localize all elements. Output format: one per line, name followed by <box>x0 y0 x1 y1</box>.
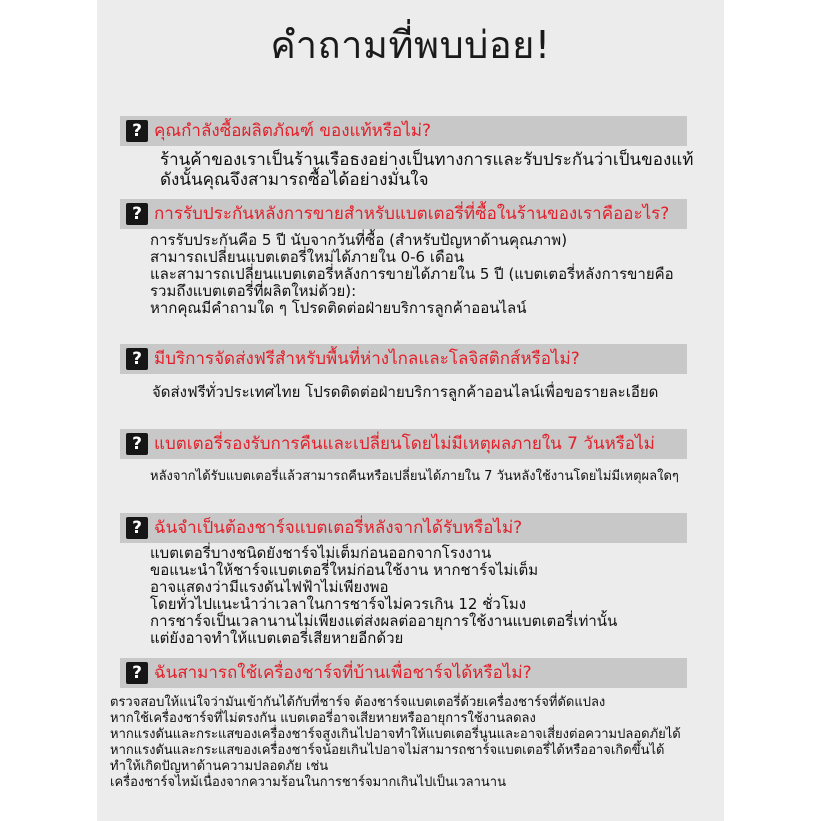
answer-line: และสามารถเปลี่ยนแบตเตอรี่หลังการขายได้ภายใน 5 ปี (แบตเตอรี่หลังการขายคือ <box>150 265 674 283</box>
answer-line: แบตเตอรี่บางชนิดยังชาร์จไม่เต็มก่อนออกจากโรงงาน <box>150 544 492 562</box>
question-text: ฉันสามารถใช้เครื่องชาร์จที่บ้านเพื่อชาร์จได้หรือไม่? <box>154 663 532 683</box>
answer-line: รวมถึงแบตเตอรี่ที่ผลิตใหม่ด้วย): <box>150 282 357 300</box>
question-mark-icon: ? <box>126 120 148 142</box>
question-text: การรับประกันหลังการขายสำหรับแบตเตอรี่ที่ซื้อในร้านของเราคืออะไร? <box>154 204 670 224</box>
question-mark-icon: ? <box>126 517 148 539</box>
answer-line: อาจแสดงว่ามีแรงดันไฟฟ้าไม่เพียงพอ <box>150 578 389 596</box>
answer-line: หากแรงดันและกระแสของเครื่องชาร์จสูงเกินไปอาจทำให้แบตเตอรี่นูนและอาจเสี่ยงต่อความปลอดภัยได้ <box>110 727 681 742</box>
answer-block <box>152 383 658 401</box>
answer-block <box>150 545 617 647</box>
question-mark-icon: ? <box>126 348 148 370</box>
answer-line: โดยทั่วไปแนะนำว่าเวลาในการชาร์จไม่ควรเกิน 12 ชั่วโมง <box>150 595 527 613</box>
answer-line: สามารถเปลี่ยนแบตเตอรี่ใหม่ได้ภายใน 0-6 เดือน <box>150 248 465 266</box>
answer-block <box>160 150 693 190</box>
question-mark-icon: ? <box>126 662 148 684</box>
answer-block <box>110 695 681 791</box>
answer-line: ขอแนะนำให้ชาร์จแบตเตอรี่ใหม่ก่อนใช้งาน หากชาร์จไม่เต็ม <box>150 561 539 579</box>
answer-line: หลังจากได้รับแบตเตอรี่แล้วสามารถคืนหรือเปลี่ยนได้ภายใน 7 วันหลังใช้งานโดยไม่มีเหตุผลใดๆ <box>150 469 679 484</box>
question-mark-icon: ? <box>126 203 148 225</box>
question-mark-icon: ? <box>126 433 148 455</box>
answer-line: หากใช้เครื่องชาร์จที่ไม่ตรงกัน แบตเตอรี่อาจเสียหายหรืออายุการใช้งานลดลง <box>110 711 536 726</box>
page-title: คำถามที่พบบ่อย! <box>270 23 551 67</box>
answer-block <box>150 468 679 485</box>
answer-line: ทำให้เกิดปัญหาด้านความปลอดภัย เช่น <box>110 759 329 774</box>
answer-line: จัดส่งฟรีทั่วประเทศไทย โปรดติดต่อฝ่ายบริการลูกค้าออนไลน์เพื่อขอรายละเอียด <box>152 383 659 401</box>
question-text: มีบริการจัดส่งฟรีสำหรับพื้นที่ห่างไกลและโลจิสติกส์หรือไม่? <box>154 349 580 369</box>
answer-line: ร้านค้าของเราเป็นร้านเรือธงอย่างเป็นทางการและรับประกันว่าเป็นของแท้ <box>160 150 694 170</box>
question-text: ฉันจำเป็นต้องชาร์จแบตเตอรี่หลังจากได้รับหรือไม่? <box>154 518 523 538</box>
answer-line: หากคุณมีคำถามใด ๆ โปรดติดต่อฝ่ายบริการลูกค้าออนไลน์ <box>150 299 527 317</box>
answer-line: แต่ยังอาจทำให้แบตเตอรี่เสียหายอีกด้วย <box>150 629 404 647</box>
answer-line: เครื่องชาร์จไหม้เนื่องจากความร้อนในการชาร์จมากเกินไปเป็นเวลานาน <box>110 775 506 790</box>
question-text: คุณกำลังซื้อผลิตภัณฑ์ ของแท้หรือไม่? <box>154 121 431 141</box>
answer-line: ตรวจสอบให้แน่ใจว่ามันเข้ากันได้กับที่ชาร์จ ต้องชาร์จแบตเตอรี่ด้วยเครื่องชาร์จที่ดัดแปลง <box>110 695 606 710</box>
answer-line: การชาร์จเป็นเวลานานไม่เพียงแต่ส่งผลต่ออายุการใช้งานแบตเตอรี่เท่านั้น <box>150 612 618 630</box>
answer-block <box>150 232 674 317</box>
answer-line: หากแรงดันและกระแสของเครื่องชาร์จน้อยเกินไปอาจไม่สามารถชาร์จแบตเตอรี่ได้หรืออาจเกิดขึ้นได้ <box>110 743 665 758</box>
answer-line: ดังนั้นคุณจึงสามารถซื้อได้อย่างมั่นใจ <box>160 170 429 190</box>
question-text: แบตเตอรี่รองรับการคืนและเปลี่ยนโดยไม่มีเหตุผลภายใน 7 วันหรือไม่ <box>154 434 655 454</box>
answer-line: การรับประกันคือ 5 ปี นับจากวันที่ซื้อ (สำหรับปัญหาด้านคุณภาพ) <box>150 231 568 249</box>
